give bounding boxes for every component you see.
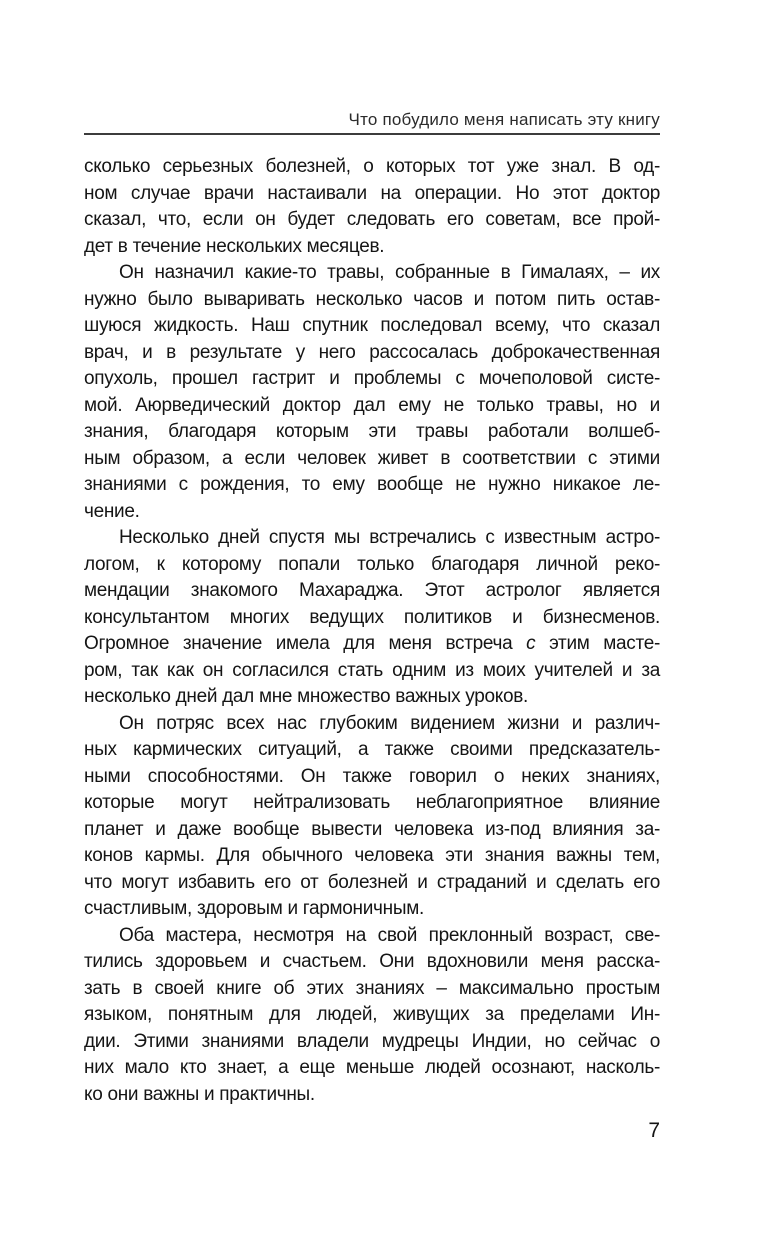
text-line: дии. Этими знаниями владели мудрецы Индии, но сейчас о <box>84 1030 660 1052</box>
text-line: несколько дней дал мне множество важных уроков. <box>84 686 529 707</box>
text-line: ными способностями. Он также говорил о неких знаниях, <box>84 765 660 787</box>
text-line: шуюся жидкость. Наш спутник последовал всему, что сказал <box>84 315 660 336</box>
page-number: 7 <box>648 1119 660 1142</box>
text-line: Он потряс всех нас глубоким видением жизни и различ- <box>119 712 660 734</box>
text-line: Несколько дней спустя мы встречались с известным астро- <box>119 527 660 548</box>
paragraph <box>84 923 660 1109</box>
text-line: знания, благодаря которым эти травы работали волшеб- <box>84 421 660 442</box>
text-line: консультантом многих ведущих политиков и бизнесменов. <box>84 606 660 628</box>
text-line: которые могут нейтрализовать неблагоприятное влияние <box>84 792 660 813</box>
text-line: что могут избавить его от болезней и страданий и сделать его <box>84 871 660 893</box>
paragraph <box>84 711 660 923</box>
body-text <box>84 154 660 1108</box>
text-line: языком, понятным для людей, живущих за пределами Ин- <box>84 1004 660 1025</box>
text-line: ном случае врачи настаивали на операции. Но этот доктор <box>84 182 660 204</box>
text-line: ных кармических ситуаций, а также своими предсказатель- <box>84 739 660 760</box>
text-line: знаниями с рождения, то ему вообще не нужно никакое ле- <box>84 474 660 495</box>
text-line: счастливым, здоровым и гармоничным. <box>84 898 424 919</box>
text-line: Оба мастера, несмотря на свой преклонный возраст, све- <box>119 924 660 946</box>
text-line: врач, и в результате у него рассосалась доброкачественная <box>84 341 660 363</box>
text-line: ром, так как он согласился стать одним из моих учителей и за <box>84 659 660 681</box>
header-rule <box>84 133 660 135</box>
text-line: них мало кто знает, а еще меньше людей осознают, насколь- <box>84 1057 660 1078</box>
text-line: чение. <box>84 500 140 522</box>
text-line: конов кармы. Для обычного человека эти знания важны тем, <box>84 845 660 866</box>
text-line: Огромное значение имела для меня встреча с этим масте- <box>84 633 660 654</box>
text-line: тились здоровьем и счастьем. Они вдохновили меня расска- <box>84 951 660 972</box>
text-line: ко они важны и практичны. <box>84 1083 315 1105</box>
paragraph <box>84 260 660 525</box>
text-line: нужно было вываривать несколько часов и потом пить остав- <box>84 288 660 310</box>
text-line: мендации знакомого Махараджа. Этот астролог является <box>84 580 660 601</box>
text-line: зать в своей книге об этих знаниях – максимально простым <box>84 977 660 999</box>
running-header-title: Что побудило меня написать эту книгу <box>348 110 660 129</box>
text-line: сказал, что, если он будет следовать его советам, все прой- <box>84 209 660 230</box>
text-line: опухоль, прошел гастрит и проблемы с мочеполовой систе- <box>84 368 660 389</box>
text-line: ным образом, а если человек живет в соответствии с этими <box>84 447 660 469</box>
paragraph <box>84 525 660 711</box>
text-line: мой. Аюрведический доктор дал ему не только травы, но и <box>84 394 660 416</box>
text-line: сколько серьезных болезней, о которых тот уже знал. В од- <box>84 156 660 177</box>
text-line: планет и даже вообще вывести человека из-под влияния за- <box>84 818 660 840</box>
text-line: Он назначил какие-то травы, собранные в Гималаях, – их <box>119 262 660 283</box>
text-line: логом, к которому попали только благодаря личной реко- <box>84 553 660 575</box>
text-line: дет в течение нескольких месяцев. <box>84 235 385 257</box>
paragraph <box>84 154 660 260</box>
